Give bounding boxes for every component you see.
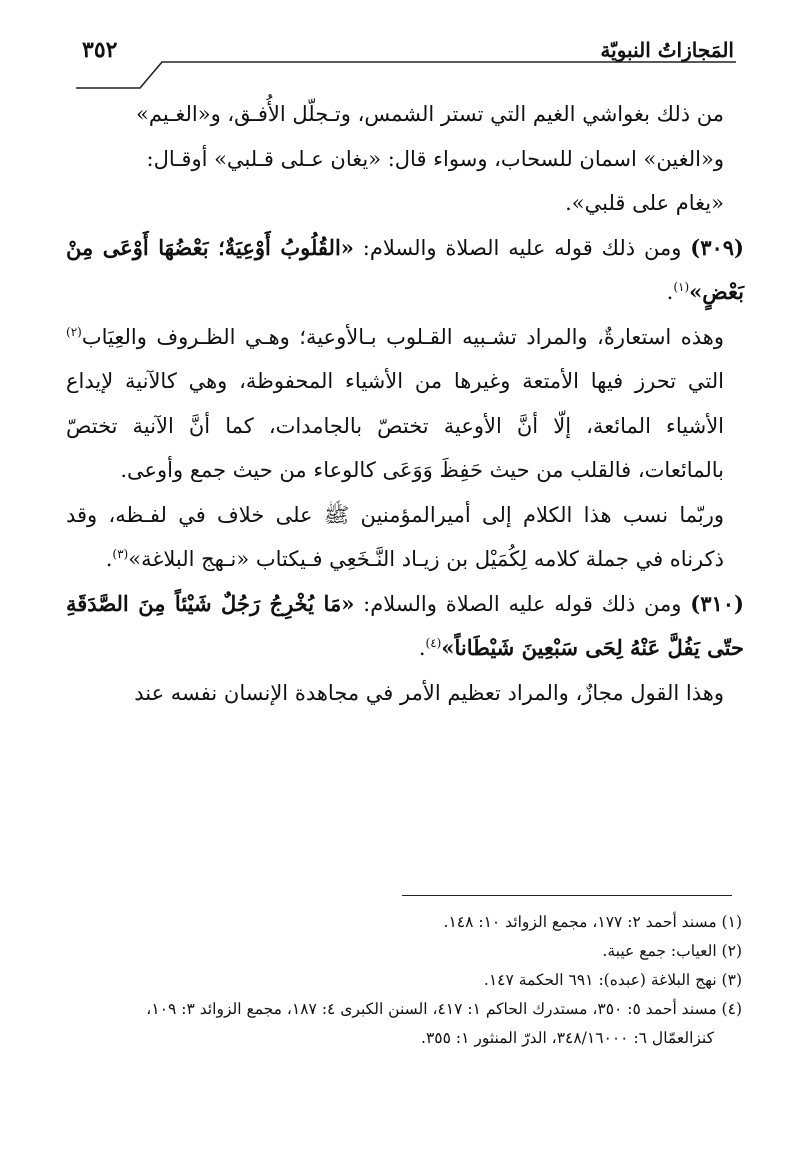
footnote-separator [402,895,732,896]
footnote-ref[interactable]: (٢) [66,324,82,339]
footnote-ref[interactable]: (٣) [112,547,129,561]
text-line: و«الغين» اسمان للسحاب، وسواء قال: «يغان عـلى قـلبي» أوقـال: [146,146,724,171]
paragraph-text: وهذا القول مجازٌ، والمراد تعظيم الأمر في مجاهدة الإنسان نفسه عند [134,680,724,705]
paragraph [66,671,744,716]
footnote-ref[interactable]: (٤) [425,636,442,650]
page-number: ٣٥٢ [82,37,118,63]
running-header-title: المَجازاتُ النبويّة [600,38,734,62]
hadith-intro: ومن ذلك قوله عليه الصلاة والسلام: [354,591,682,616]
paragraph-text: وربّما نسب هذا الكلام إلى أميرالمؤمنين ﷺ على خلاف في لفـظه، وقد ذكرناه في جملة كلامه لِكُمَيْل بن زيـاد النَّـخَعِي فـيكتاب «نـهج البلاغة» [66,502,724,571]
hadith-310 [66,582,744,671]
text-line: من ذلك بغواشي الغيم التي تستر الشمس، وتـجلّل الأُفـق، و«الغـيم» [136,102,724,126]
punctuation: . [418,636,426,660]
header-rule [76,60,736,90]
hadith-text: «القُلُوبُ أَوْعِيَةٌ؛ بَعْضُهَا أَوْعَى مِنْ بَعْضٍ» [66,234,744,304]
paragraph-line [66,92,744,226]
hadith-309 [66,226,744,315]
paragraph-text: وهذه استعارةٌ، والمراد تشـبيه القـلوب بـالأوعية؛ وهـي الظـروف والعِيَاب [81,324,724,349]
hadith-intro: ومن ذلك قوله عليه الصلاة والسلام: [353,235,682,260]
footnote-4-continued: كنزالعمّال ٦: ٣٤٨/١٦٠٠٠، الدرّ المنثور ١: ٣٥٥. [421,1029,714,1047]
footnote-3: (٣) نهج البلاغة (عبده): ٦٩١ الحكمة ١٤٧. [483,971,742,989]
punctuation: . [666,280,674,304]
hadith-number: (٣٠٩) [690,234,744,260]
paragraph-text: التي تحرز فيها الأمتعة وغيرها من الأشياء المحفوظة، وهي كالآنية لإيداع الأشياء المائعة، إلّا أنَّ الأوعية تختصّ بالجامدات، كما أنَّ الآنية تختصّ بالمائعات، فالقلب من حيث حَفِظَ وَوَعَى كالوعاء من حيث جمع وأوعى. [66,369,724,482]
punctuation: . [105,547,113,571]
main-text [66,92,744,715]
footnotes [62,908,742,1053]
text-line: «يغام على قلبي». [565,191,724,215]
footnote-1: (١) مسند أحمد ٢: ١٧٧، مجمع الزوائد ١٠: ١٤٨. [443,913,742,931]
paragraph [66,315,744,493]
footnote-2: (٢) العياب: جمع عيبة. [602,942,742,960]
footnote-ref[interactable]: (١) [673,280,690,294]
hadith-number: (٣١٠) [690,590,744,616]
paragraph [66,493,744,582]
hadith-text: «مَا يُخْرِجُ رَجُلٌ شَيْئاً مِنَ الصَّدَقَةِ حتّى يَفُلَّ عَنْهُ لِحَى سَبْعِينَ شَيْطَاناً» [66,590,744,660]
footnote-4: (٤) مسند أحمد ٥: ٣٥٠، مستدرك الحاكم ١: ٤١٧، السنن الكبرى ٤: ١٨٧، مجمع الزوائد ٣: ١٠٩، [146,1000,742,1018]
